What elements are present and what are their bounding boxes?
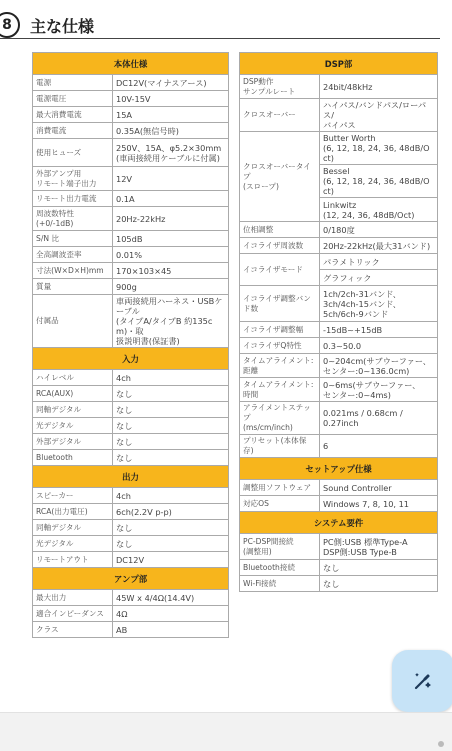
spec-value: 15A	[113, 107, 229, 123]
spec-label: 外部デジタル	[33, 434, 113, 450]
spec-label: プリセット(本体保存)	[240, 435, 320, 458]
spec-value: 1ch/2ch-31バンド、 3ch/4ch-15バンド、 5ch/6ch-9バンド	[320, 286, 438, 322]
table-row	[33, 418, 229, 434]
spec-value: なし	[113, 386, 229, 402]
spec-label: Wi-Fi接続	[240, 576, 320, 592]
table-row	[240, 496, 438, 512]
spec-label: 質量	[33, 279, 113, 295]
table-row	[33, 191, 229, 207]
table-row	[33, 247, 229, 263]
table-row	[240, 534, 438, 560]
spec-value: 105dB	[113, 231, 229, 247]
table-row	[240, 322, 438, 338]
section-header	[240, 512, 438, 534]
spec-value: なし	[113, 450, 229, 466]
spec-value: なし	[113, 434, 229, 450]
spec-label: スピーカー	[33, 488, 113, 504]
spec-value: 6	[320, 435, 438, 458]
table-row	[33, 552, 229, 568]
table-row	[33, 279, 229, 295]
spec-value: -15dB~+15dB	[320, 322, 438, 338]
section-heading	[0, 12, 440, 39]
section-title: 本体仕様	[33, 53, 229, 75]
table-row	[33, 263, 229, 279]
spec-value: 10V-15V	[113, 91, 229, 107]
spec-value: 4ch	[113, 370, 229, 386]
table-row	[240, 576, 438, 592]
spec-value: 0.021ms / 0.68cm / 0.27inch	[320, 402, 438, 435]
spec-label: アライメントステップ (ms/cm/inch)	[240, 402, 320, 435]
section-title: 出力	[33, 466, 229, 488]
table-row	[240, 132, 438, 165]
spec-label: ハイレベル	[33, 370, 113, 386]
table-row	[33, 520, 229, 536]
table-row	[240, 222, 438, 238]
spec-label: クロスオーバータイプ (スロープ)	[240, 132, 320, 222]
spec-label: RCA(出力電圧)	[33, 504, 113, 520]
spec-label: タイムアライメント:距離	[240, 354, 320, 378]
spec-value: DC12V	[113, 552, 229, 568]
table-row	[33, 91, 229, 107]
spec-value: なし	[320, 560, 438, 576]
spec-label: クラス	[33, 622, 113, 638]
bottom-bar	[0, 712, 452, 751]
spec-value: Linkwitz (12, 24, 36, 48dB/Oct)	[320, 198, 438, 222]
spec-label: 外部アンプ用 リモート端子出力	[33, 167, 113, 191]
table-row	[240, 238, 438, 254]
section-number: 8	[0, 12, 20, 38]
spec-label: 周波数特性 (+0/-1dB)	[33, 207, 113, 231]
spec-label: イコライザモード	[240, 254, 320, 286]
spec-value: 4Ω	[113, 606, 229, 622]
table-row	[33, 386, 229, 402]
section-header	[33, 348, 229, 370]
spec-label: 同軸デジタル	[33, 520, 113, 536]
spec-table-left	[32, 52, 229, 638]
table-row	[240, 99, 438, 132]
table-row	[240, 75, 438, 99]
table-row	[33, 107, 229, 123]
section-title: セットアップ仕様	[240, 458, 438, 480]
spec-label: Bluetooth	[33, 450, 113, 466]
table-row	[240, 560, 438, 576]
spec-label: 調整用ソフトウェア	[240, 480, 320, 496]
spec-label: Bluetooth接続	[240, 560, 320, 576]
spec-label: 付属品	[33, 295, 113, 348]
spec-label: タイムアライメント:時間	[240, 378, 320, 402]
spec-value: ハイパス/バンドパス/ローパス/ バイパス	[320, 99, 438, 132]
spec-label: 光デジタル	[33, 418, 113, 434]
table-row	[33, 295, 229, 348]
spec-value: 20Hz-22kHz	[113, 207, 229, 231]
spec-label: 消費電流	[33, 123, 113, 139]
section-title: DSP部	[240, 53, 438, 75]
spec-label: DSP動作 サンプルレート	[240, 75, 320, 99]
table-row	[33, 504, 229, 520]
section-title: 主な仕様	[30, 17, 95, 36]
spec-label: イコライザ調整幅	[240, 322, 320, 338]
spec-label: 適合インピーダンス	[33, 606, 113, 622]
spec-value: PC側:USB 標準Type-A DSP側:USB Type-B	[320, 534, 438, 560]
spec-value: 0.35A(無信号時)	[113, 123, 229, 139]
spec-label: 光デジタル	[33, 536, 113, 552]
table-row	[33, 123, 229, 139]
spec-label: イコライザ周波数	[240, 238, 320, 254]
spec-value: 250V、15A、φ5.2×30mm (車両接続用ケーブルに付属)	[113, 139, 229, 167]
spec-value: 12V	[113, 167, 229, 191]
table-row	[33, 622, 229, 638]
spec-label: 使用ヒューズ	[33, 139, 113, 167]
spec-label: S/N 比	[33, 231, 113, 247]
table-row	[33, 488, 229, 504]
spec-value: なし	[113, 520, 229, 536]
spec-value: 4ch	[113, 488, 229, 504]
page-indicator	[438, 741, 444, 747]
section-header	[240, 53, 438, 75]
spec-label: クロスオーバー	[240, 99, 320, 132]
spec-value: 0~204cm(サブウーファー、 センター:0~136.0cm)	[320, 354, 438, 378]
spec-label: リモートアウト	[33, 552, 113, 568]
spec-value: グラフィック	[320, 270, 438, 286]
spec-value: 24bit/48kHz	[320, 75, 438, 99]
spec-value: Windows 7, 8, 10, 11	[320, 496, 438, 512]
spec-label: 最大出力	[33, 590, 113, 606]
table-row	[33, 167, 229, 191]
spec-value: なし	[113, 536, 229, 552]
table-row	[33, 370, 229, 386]
spec-label: リモート出力電流	[33, 191, 113, 207]
spec-value: 0.3~50.0	[320, 338, 438, 354]
spec-label: 全高調波歪率	[33, 247, 113, 263]
spec-value: 900g	[113, 279, 229, 295]
section-header	[33, 53, 229, 75]
section-title: アンプ部	[33, 568, 229, 590]
spec-value: 0.1A	[113, 191, 229, 207]
table-row	[33, 75, 229, 91]
spec-value: 45W x 4/4Ω(14.4V)	[113, 590, 229, 606]
spec-label: 寸法(W×D×H)mm	[33, 263, 113, 279]
table-row	[240, 354, 438, 378]
spec-value: パラメトリック	[320, 254, 438, 270]
spec-label: 位相調整	[240, 222, 320, 238]
spec-value: なし	[113, 418, 229, 434]
spec-label: PC-DSP間接続 (調整用)	[240, 534, 320, 560]
spec-value: 車両接続用ハーネス・USBケーブル (タイプA/タイプB 約135cm)・取 扱説明書(保証書)	[113, 295, 229, 348]
table-row	[33, 536, 229, 552]
table-row	[240, 254, 438, 270]
spec-value: 20Hz-22kHz(最大31バンド)	[320, 238, 438, 254]
table-row	[240, 402, 438, 435]
spec-value: 0~6ms(サブウーファー、 センター:0~4ms)	[320, 378, 438, 402]
edit-fab-button[interactable]	[392, 650, 452, 712]
section-title: 入力	[33, 348, 229, 370]
table-row	[33, 231, 229, 247]
spec-value: なし	[320, 576, 438, 592]
spec-value: 0/180度	[320, 222, 438, 238]
spec-value: Butter Worth (6, 12, 18, 24, 36, 48dB/Oct)	[320, 132, 438, 165]
spec-value: 170×103×45	[113, 263, 229, 279]
spec-label: 電源	[33, 75, 113, 91]
table-row	[33, 450, 229, 466]
table-row	[240, 378, 438, 402]
table-row	[33, 139, 229, 167]
spec-value: AB	[113, 622, 229, 638]
section-title: システム要件	[240, 512, 438, 534]
table-row	[240, 286, 438, 322]
spec-value: 0.01%	[113, 247, 229, 263]
spec-table-right	[239, 52, 438, 592]
table-row	[33, 207, 229, 231]
pen-sparkle-icon	[412, 670, 434, 692]
table-row	[240, 435, 438, 458]
spec-value: なし	[113, 402, 229, 418]
spec-value: Sound Controller	[320, 480, 438, 496]
table-row	[33, 434, 229, 450]
table-row	[33, 402, 229, 418]
spec-label: イコライザ調整バンド数	[240, 286, 320, 322]
spec-label: 最大消費電流	[33, 107, 113, 123]
spec-label: RCA(AUX)	[33, 386, 113, 402]
spec-value: Bessel (6, 12, 18, 24, 36, 48dB/Oct)	[320, 165, 438, 198]
spec-value: DC12V(マイナスアース)	[113, 75, 229, 91]
table-row	[33, 590, 229, 606]
section-header	[240, 458, 438, 480]
spec-label: 電源電圧	[33, 91, 113, 107]
table-row	[33, 606, 229, 622]
spec-value: 6ch(2.2V p-p)	[113, 504, 229, 520]
section-header	[33, 568, 229, 590]
table-row	[240, 338, 438, 354]
spec-label: 同軸デジタル	[33, 402, 113, 418]
spec-label: 対応OS	[240, 496, 320, 512]
section-header	[33, 466, 229, 488]
spec-label: イコライザQ特性	[240, 338, 320, 354]
table-row	[240, 480, 438, 496]
